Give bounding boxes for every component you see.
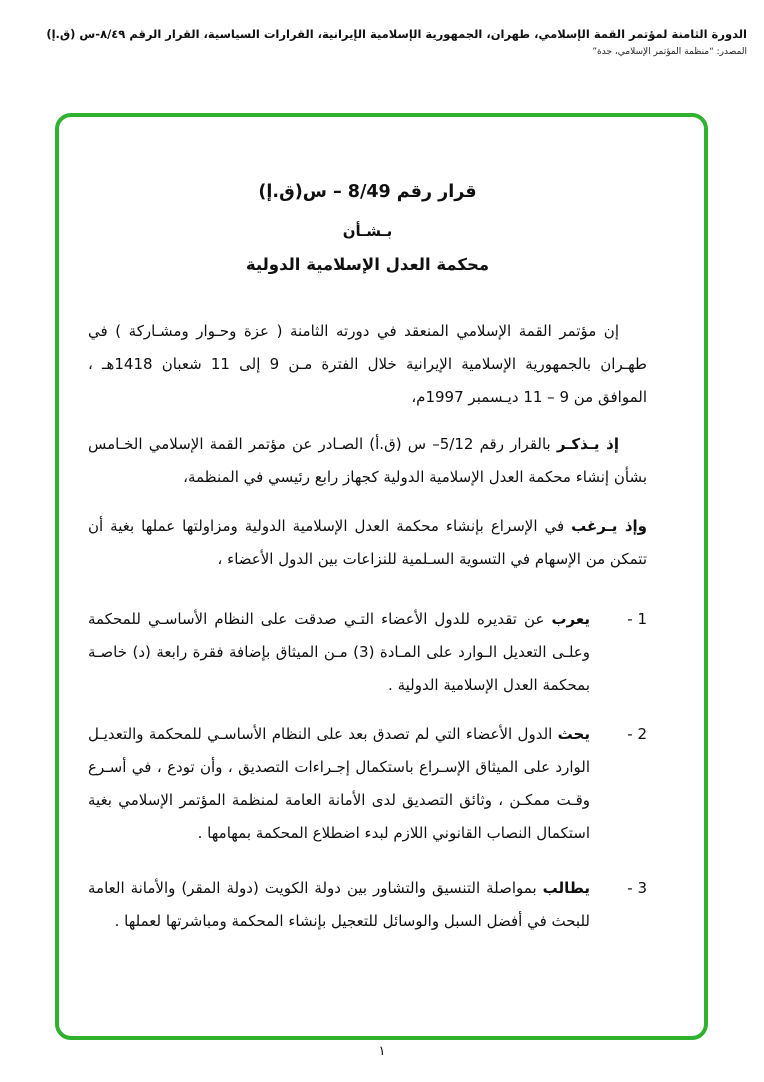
paragraph-text: إن مؤتمر القمة الإسلامي المنعقد في دورته الثامنة ( عزة وحـوار ومشـاركة ) في طهـران بالجمهورية الإسلامية الإيرانية خلال الفترة مـن 9 إلى 11 شعبان 1418هـ ، الموافق من 9 – 11 ديـسمبر 1997م، bbox=[88, 322, 647, 406]
item-lead: يطالب bbox=[542, 879, 590, 897]
resolution-regarding-label: بـشـأن bbox=[342, 222, 393, 240]
item-text-block bbox=[88, 872, 590, 938]
page-number: ١ bbox=[378, 1044, 386, 1059]
paragraph-text: بالقرار رقم 5/12– س (ق.أ) الصـادر عن مؤتمر القمة الإسلامي الخـامس بشأن إنشاء محكمة العدل الإسلامية الدولية كجهاز رابع رئيسي في المنظمة، bbox=[88, 435, 647, 486]
paragraph-lead: إذ يـذكـر bbox=[556, 435, 619, 453]
item-text: عن تقديره للدول الأعضاء التـي صدقت على النظام الأساسـي للمحكمة وعلـى التعديل الـوارد على المـادة (3) مـن الميثاق بإضافة فقرة رابعة (د) خاصـة بمحكمة العدل الإسلامية الدولية . bbox=[88, 610, 591, 694]
resolution-number-title: قرار رقم 8/49 – س(ق.إ) bbox=[258, 182, 477, 202]
item-text: الدول الأعضاء التي لم تصدق بعد على النظام الأساسـي للمحكمة والتعديـل الوارد على الميثاق الإسـراع باستكمال إجـراءات التصديق ، وأن تودع ، في أسـرع وقـت ممكـن ، وثائق التصديق لدى الأمانة العامة لمنظمة المؤتمر الإسلامي بغية استكمال النصاب القانوني اللازم لبدء اضطلاع المحكمة بمهامها . bbox=[88, 725, 590, 842]
operative-item-3 bbox=[88, 872, 647, 938]
item-lead: يعرب bbox=[551, 610, 590, 628]
preamble-paragraph-2 bbox=[88, 428, 647, 494]
document-header bbox=[17, 27, 747, 57]
item-number: 2 - bbox=[627, 725, 647, 743]
resolution-titles bbox=[88, 179, 647, 277]
preamble-paragraph-1 bbox=[88, 315, 647, 414]
header-source: المصدر: “منظمة المؤتمر الإسلامي، جدة” bbox=[592, 47, 747, 57]
item-text: بمواصلة التنسيق والتشاور بين دولة الكويت (دولة المقر) والأمانة العامة للبحث في أفضل السبل والوسائل للتعجيل بإنشاء المحكمة ومباشرتها لعملها . bbox=[88, 879, 590, 930]
item-lead: يحث bbox=[557, 725, 590, 743]
paragraph-lead: وإذ يـرغب bbox=[571, 517, 647, 535]
item-text-block bbox=[88, 718, 590, 850]
preamble-paragraph-3 bbox=[88, 510, 647, 576]
resolution-frame bbox=[55, 113, 708, 1040]
paragraph-text: في الإسراع بإنشاء محكمة العدل الإسلامية الدولية ومزاولتها عملها بغية أن تتمكن من الإسهام في التسوية السـلمية للنزاعات بين الدول الأعضاء ، bbox=[88, 517, 647, 568]
resolution-subject-title: محكمة العدل الإسلامية الدولية bbox=[245, 255, 490, 274]
item-number: 1 - bbox=[627, 610, 647, 628]
operative-item-1 bbox=[88, 603, 647, 702]
item-text-block bbox=[88, 603, 590, 702]
header-citation: الدورة الثامنة لمؤتمر القمة الإسلامي، طهران، الجمهورية الإسلامية الإيرانية، القرارات السياسية، القرار الرقم ٨/٤٩-س (ق.إ) bbox=[46, 27, 747, 41]
item-number: 3 - bbox=[627, 879, 647, 897]
operative-item-2 bbox=[88, 718, 647, 850]
